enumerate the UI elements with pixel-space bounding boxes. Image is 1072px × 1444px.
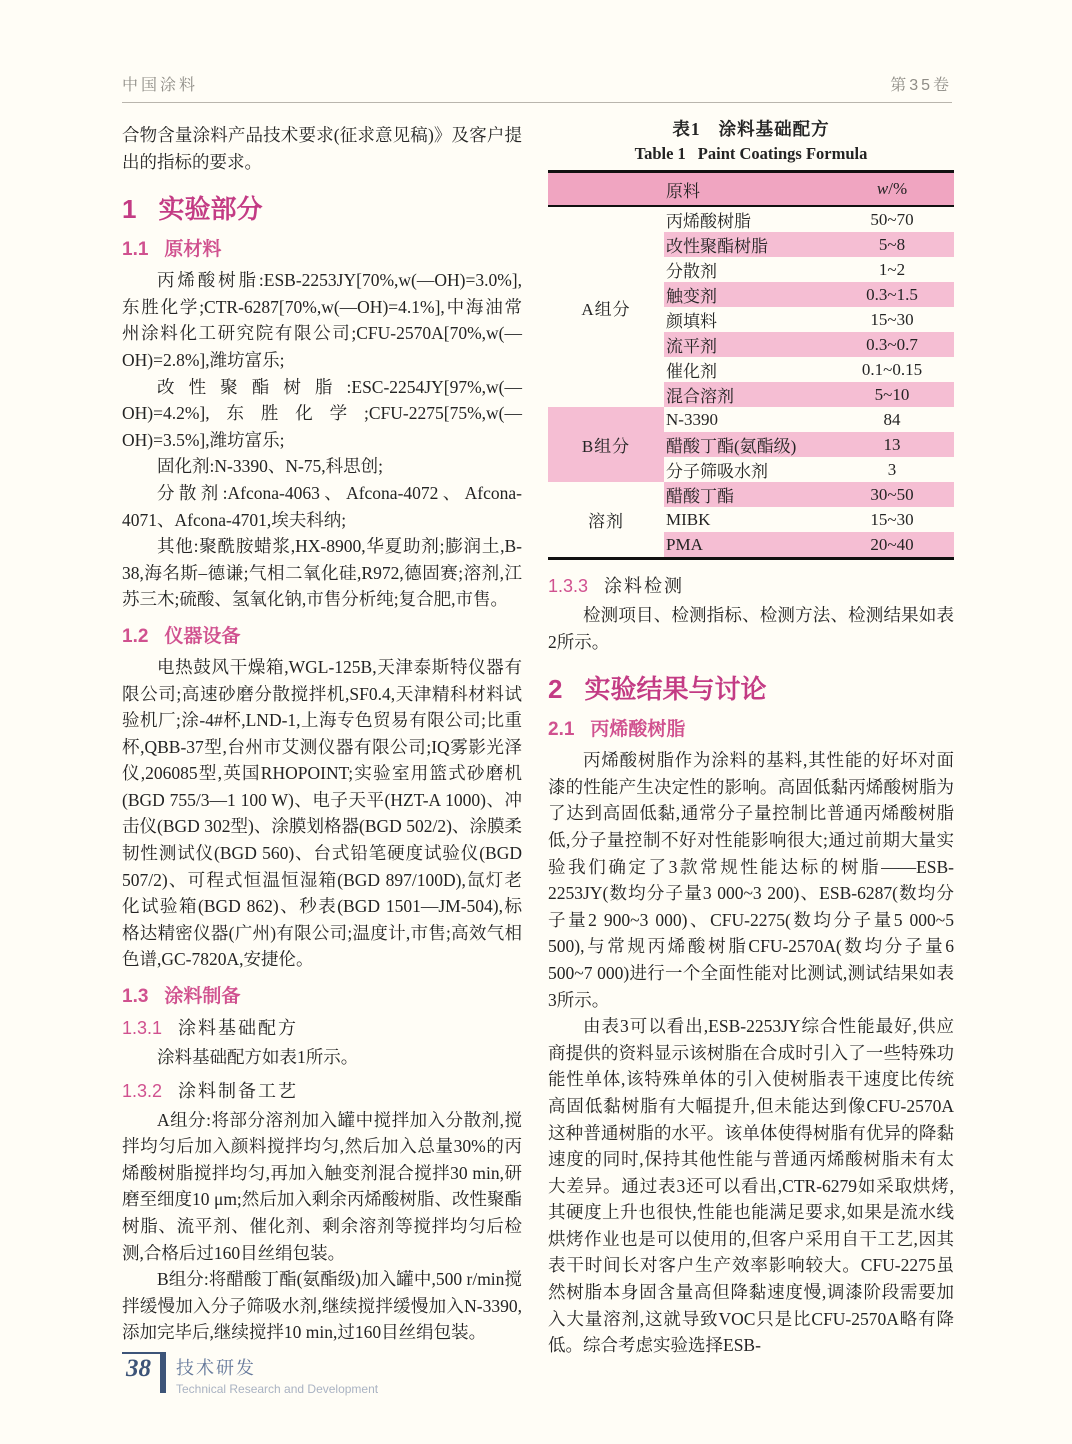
section-1-3-1-title: 涂料基础配方: [178, 1018, 299, 1039]
paragraph-formula-reference: 涂料基础配方如表1所示。: [157, 1047, 359, 1068]
section-2-title: 实验结果与讨论: [584, 674, 767, 705]
value-cell: 5~10: [830, 382, 954, 407]
section-1-3-1-heading: [122, 1014, 522, 1040]
material-cell: 分子筛吸水剂: [666, 462, 768, 481]
header-cell-weight-percent: w/%: [830, 172, 954, 207]
value-cell: 50~70: [870, 209, 914, 229]
paragraph-resin-comparison: 丙烯酸树脂作为涂料的基料,其性能的好坏对面漆的性能产生决定性的影响。高固低黏丙烯酸树脂为了达到高固低黏,通常分子量控制比普通丙烯酸树脂低,分子量控制不好对性能影响很大;通过前期大量实验我们确定了3款常规性能达标的树脂——ESB-2253JY(数均分子量3 000~3 200)、ESB-6287(数均分子量2 900~3 000)、CFU-2275(数均分子量5 000~5 500),与常规丙烯酸树脂CFU-2570A(数均分子量6 500~7 000)进行一个全面性能对比测试,测试结果如表3所示。: [548, 750, 954, 1010]
material-cell: 混合溶剂: [664, 382, 830, 407]
material-cell: 颜填料: [666, 312, 717, 331]
value-cell: 0.1~0.15: [861, 359, 923, 379]
table-row: [548, 407, 954, 432]
right-column: [548, 114, 954, 1359]
paragraph-component-b: B组分:将醋酸丁酯(氨酯级)加入罐中,500 r/min搅拌缓慢加入分子筛吸水剂,继续搅拌缓慢加入N-3390,添加完毕后,继续搅拌10 min,过160目丝绢包装。: [122, 1269, 522, 1343]
section-1-3-3-heading: [548, 572, 954, 598]
volume-label: 第35卷: [890, 77, 952, 94]
footer-section-en: Technical Research and Development: [176, 1382, 379, 1396]
paragraph-acrylic-resin: 丙烯酸树脂:ESB-2253JY[70%,w(—OH)=3.0%],东胜化学;CTR-6287[70%,w(—OH)=4.1%],中海油常州涂料化工研究院有限公司;CFU-2570A[70%,w(—OH)=2.8%],潍坊富乐;: [122, 270, 522, 370]
material-cell: N-3390: [666, 409, 718, 429]
value-cell: 30~50: [830, 482, 954, 507]
section-1-3-2-title: 涂料制备工艺: [178, 1080, 299, 1101]
paragraph-component-a: A组分:将部分溶剂加入罐中搅拌加入分散剂,搅拌均匀后加入颜料搅拌均匀,然后加入总量30%的丙烯酸树脂搅拌均匀,再加入触变剂混合搅拌30 min,研磨至细度10 μm;然后加入剩余丙烯酸树脂、改性聚酯树脂、流平剂、催化剂、剩余溶剂等搅拌均匀后检测,合格后过160目丝绢包装。: [122, 1109, 522, 1263]
material-cell: 流平剂: [664, 332, 830, 357]
section-2-number: 2: [548, 674, 563, 705]
paragraph-dispersant: 分散剂:Afcona-4063、Afcona-4072、Afcona- 4071、Afcona-4701,埃夫科纳;: [122, 482, 522, 530]
running-header: [122, 72, 952, 103]
footer-section-cn: 技术研发: [176, 1358, 256, 1378]
paragraph-polyester-resin: 改性聚酯树脂:ESC-2254JY[97%,w(—OH)=4.2%],东胜化学;CFU-2275[75%,w(—OH)=3.5%],潍坊富乐;: [122, 376, 522, 450]
section-1-2-title: 仪器设备: [164, 625, 241, 647]
paragraph-other-materials: 其他:聚酰胺蜡浆,HX-8900,华夏助剂;膨润土,B-38,海名斯–德谦;气相二氧化硅,R972,德固赛;溶剂,江苏三木;硫酸、氢氧化钠,市售分析纯;复合肥,市售。: [122, 536, 522, 610]
table-row: [548, 206, 954, 232]
section-1-heading: [122, 189, 522, 226]
section-1-1-number: 1.1: [122, 239, 149, 261]
section-1-2-heading: [122, 621, 522, 648]
left-column: [122, 122, 522, 1346]
formula-table: [548, 170, 954, 560]
section-1-1-heading: [122, 234, 522, 261]
section-1-title: 实验部分: [158, 194, 263, 225]
section-1-3-2-heading: [122, 1077, 522, 1103]
paragraph-equipment: 电热鼓风干燥箱,WGL-125B,天津泰斯特仪器有限公司;高速砂磨分散搅拌机,SF0.4,天津精科材料试验机厂;涂-4#杯,LND-1,上海专色贸易有限公司;比重杯,QBB-37型,台州市艾测仪器有限公司;IQ雾影光泽仪,206085型,英国RHOPOINT;实验室用篮式砂磨机(BGD 755/3—1 100 W)、电子天平(HZT-A 1000)、冲击仪(BGD 302型)、涂膜划格器(BGD 502/2)、涂膜柔韧性测试仪(BGD 560)、台式铅笔硬度试验仪(BGD 507/2)、可程式恒温恒湿箱(BGD 897/100D),氙灯老化试验箱(BGD 862)、秒表(BGD 1501—JM-504),标格达精密仪器(广州)有限公司;温度计,市售;高效气相色谱,GC-7820A,安捷伦。: [122, 656, 522, 970]
footer-section-labels: [176, 1352, 378, 1396]
table1-caption-en-title: Paint Coatings Formula: [697, 144, 868, 163]
group-cell-a: A组分: [581, 299, 631, 319]
material-cell: PMA: [664, 532, 830, 559]
value-cell: 15~30: [870, 309, 914, 329]
value-cell: 1~2: [878, 259, 906, 279]
section-1-2-number: 1.2: [122, 625, 149, 647]
header-cell-material: 原料: [664, 172, 830, 207]
value-cell: 20~40: [830, 532, 954, 559]
section-2-heading: [548, 669, 954, 706]
section-1-3-1-number: 1.3.1: [122, 1018, 163, 1039]
material-cell: 丙烯酸树脂: [666, 212, 751, 231]
section-2-1-title: 丙烯酸树脂: [590, 719, 686, 741]
table1-caption-cn-label: 表1: [672, 119, 701, 139]
table1-caption-cn: [548, 116, 954, 141]
material-cell: 催化剂: [666, 362, 717, 381]
header-cell-group: [548, 172, 664, 207]
intro-paragraph: 合物含量涂料产品技术要求(征求意见稿)》及客户提出的指标的要求。: [122, 125, 522, 172]
section-1-number: 1: [122, 194, 137, 225]
value-cell: 84: [883, 409, 901, 429]
value-cell: 3: [887, 459, 897, 479]
table-row: [548, 482, 954, 507]
material-cell: 醋酸丁酯: [664, 482, 830, 507]
section-2-1-number: 2.1: [548, 719, 575, 741]
material-cell: 分散剂: [666, 262, 717, 281]
table-header-row: [548, 172, 954, 207]
material-cell: 改性聚酯树脂: [664, 232, 830, 257]
group-cell-b: B组分: [548, 407, 664, 482]
value-cell: 5~8: [830, 232, 954, 257]
page-footer: [122, 1352, 378, 1396]
value-cell: 15~30: [870, 509, 914, 529]
group-cell-solvent: 溶剂: [588, 512, 624, 531]
table1-caption-en: [548, 144, 954, 164]
page-number: 38: [122, 1352, 166, 1393]
table1-caption-en-label: Table 1: [634, 144, 686, 163]
paragraph-resin-discussion: 由表3可以看出,ESB-2253JY综合性能最好,供应商提供的资料显示该树脂在合成时引入了一些特殊功能性单体,该特殊单体的引入使树脂表干速度比传统高固低黏树脂有大幅提升,但未能达到像CFU-2570A这种普通树脂的水平。该单体使得树脂有优异的降黏速度的同时,保持其他性能与普通丙烯酸树脂未有太大差异。通过表3还可以看出,CTR-6279如采取烘烤,其硬度上升也很快,性能也能满足要求,如果是流水线烘烤作业也是可以使用的,但客户采用自干工艺,因其表干时间长对客户生产效率影响较大。CFU-2275虽然树脂本身固含量高但降黏速度慢,调漆阶段需要加入大量溶剂,这就导致VOC只是比CFU-2570A略有降低。综合考虑实验选择ESB-: [548, 1016, 954, 1356]
section-1-1-title: 原材料: [164, 239, 222, 261]
section-2-1-heading: [548, 714, 954, 741]
value-cell: 13: [830, 432, 954, 457]
table1-captions: [548, 116, 954, 164]
section-1-3-3-title: 涂料检测: [604, 576, 685, 596]
material-cell: 醋酸丁酯(氨酯级): [664, 432, 830, 457]
material-cell: 触变剂: [664, 282, 830, 307]
section-1-3-title: 涂料制备: [164, 986, 241, 1008]
section-1-3-3-number: 1.3.3: [548, 576, 589, 596]
value-cell: 0.3~1.5: [830, 282, 954, 307]
paragraph-curing-agent: 固化剂:N-3390、N-75,科思创;: [157, 456, 384, 477]
value-cell: 0.3~0.7: [830, 332, 954, 357]
journal-name: 中国涂料: [122, 77, 199, 94]
section-1-3-number: 1.3: [122, 986, 149, 1008]
material-cell: MIBK: [666, 509, 711, 529]
section-1-3-2-number: 1.3.2: [122, 1080, 163, 1101]
paragraph-testing: 检测项目、检测指标、检测方法、检测结果如表2所示。: [548, 605, 954, 652]
section-1-3-heading: [122, 981, 522, 1008]
table1-caption-cn-title: 涂料基础配方: [718, 119, 830, 139]
